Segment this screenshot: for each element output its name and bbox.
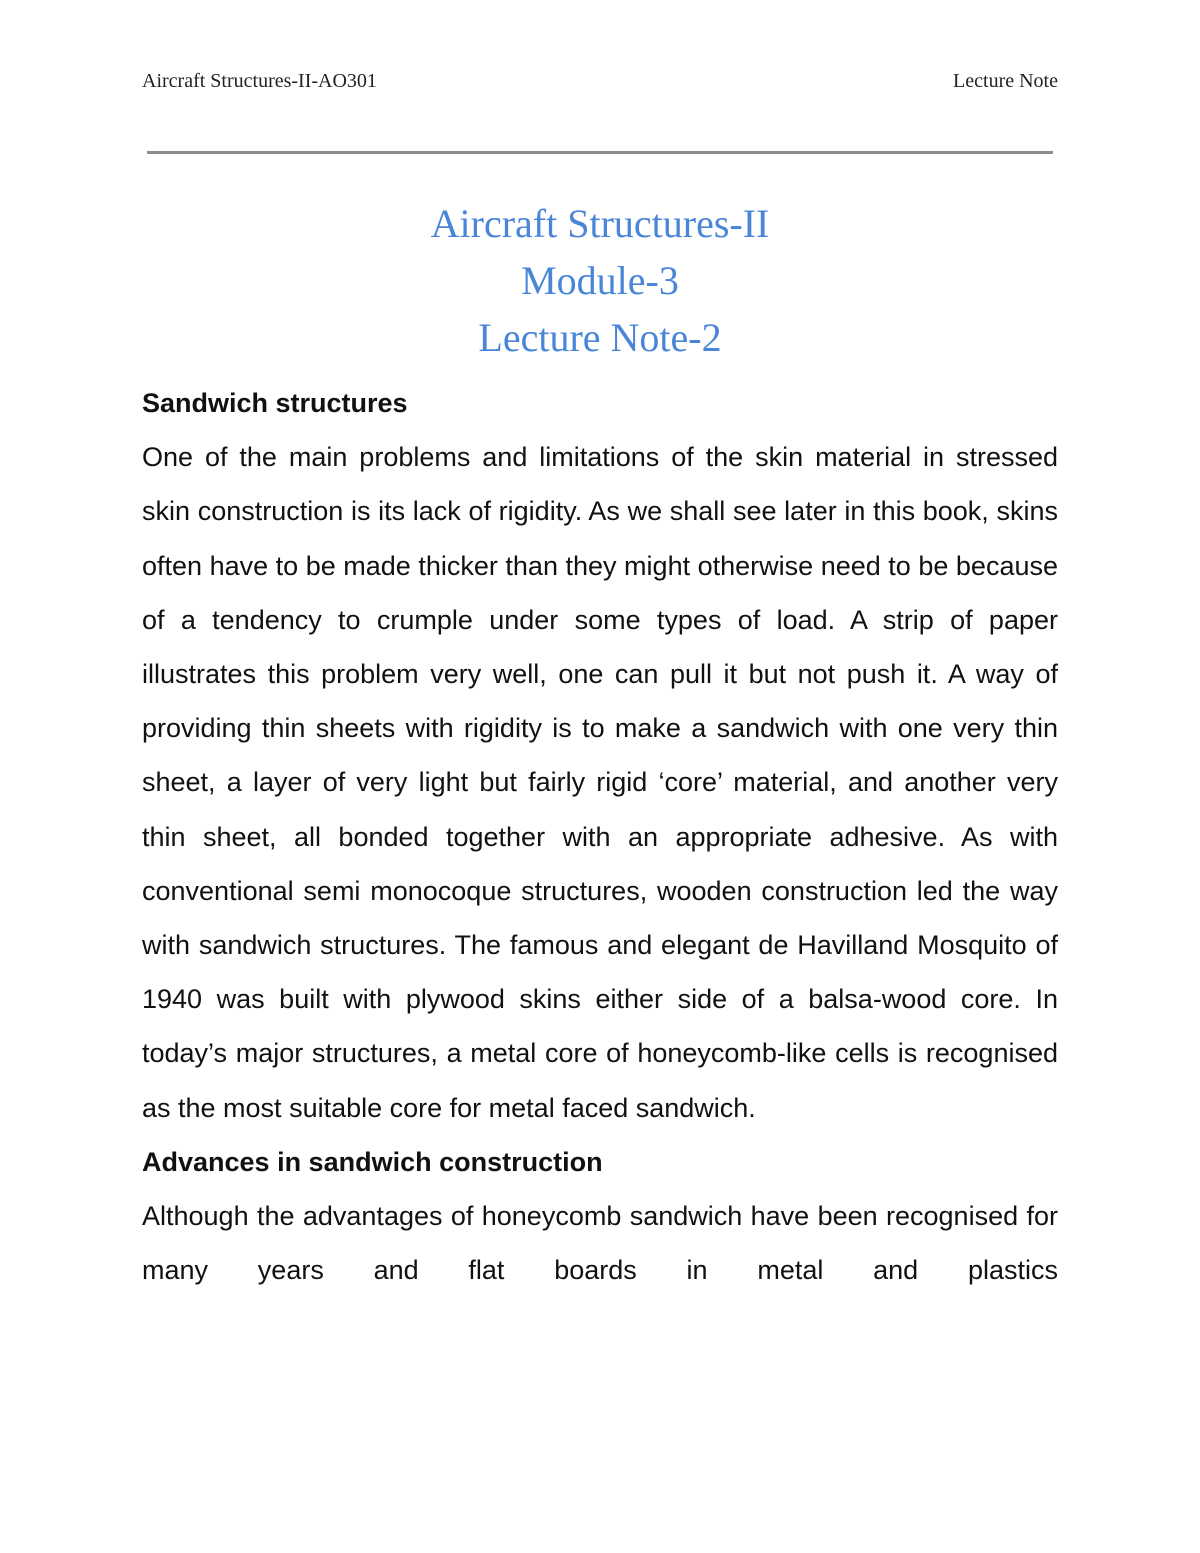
title-course: Aircraft Structures-II	[430, 201, 770, 246]
header-divider	[147, 151, 1053, 154]
section-paragraph-advances: Although the advantages of honeycomb sandwich have been recognised for many years and flat boards in metal and plastics	[142, 1201, 1058, 1286]
document-title	[142, 195, 1058, 366]
title-lecture: Lecture Note-2	[478, 315, 722, 360]
header-course-code: Aircraft Structures-II-AO301	[142, 70, 377, 92]
page-header	[142, 70, 1058, 104]
section-heading-advances: Advances in sandwich construction	[142, 1146, 603, 1177]
document-body	[142, 376, 1058, 1297]
header-doc-type: Lecture Note	[953, 70, 1058, 92]
title-module: Module-3	[521, 258, 679, 303]
section-paragraph-sandwich: One of the main problems and limitations of the skin material in stressed skin construction is its lack of rigidity. As we shall see later in this book, skins often have to be made thicker than they might otherwise need to be because of a tendency to crumple under some types of load. A strip of paper illustrates this problem very well, one can pull it but not push it. A way of providing thin sheets with rigidity is to make a sandwich with one very thin sheet, a layer of very light but fairly rigid ‘core’ material, and another very thin sheet, all bonded together with an appropriate adhesive. As with conventional semi monocoque structures, wooden construction led the way with sandwich structures. The famous and elegant de Havilland Mosquito of 1940 was built with plywood skins either side of a balsa-wood core. In today’s major structures, a metal core of honeycomb-like cells is recognised as the most suitable core for metal faced sandwich.	[142, 442, 1058, 1123]
section-heading-sandwich: Sandwich structures	[142, 388, 408, 418]
